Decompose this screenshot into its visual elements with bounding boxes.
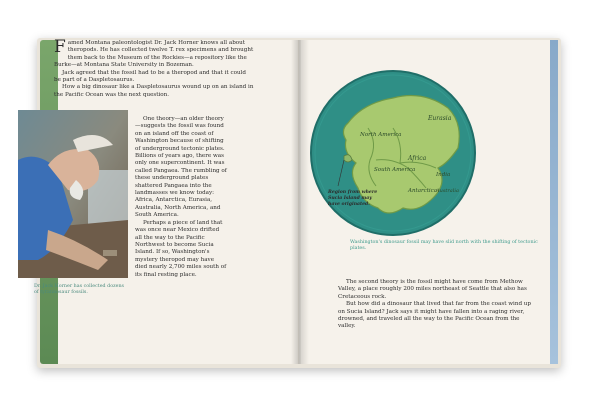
label-africa: Africa bbox=[408, 155, 427, 162]
map-caption: Washington's dinosaur fossil may have slid north with the shifting of tectonic plates. bbox=[350, 240, 538, 252]
map-note: Region from where Sucia Island may have originated. bbox=[328, 190, 378, 207]
label-antarctica: Antarctica bbox=[408, 188, 438, 194]
drop-cap: F bbox=[54, 37, 66, 57]
book-gutter bbox=[291, 40, 309, 364]
right-paragraph-1: The second theory is the fossil might have come from Methow Valley, a place roughly 200 miles northeast of Seattle that also has Cretaceous rock. bbox=[338, 279, 527, 300]
label-india: India bbox=[436, 172, 451, 178]
column-text bbox=[135, 116, 227, 279]
pangaea-globe bbox=[308, 68, 478, 238]
label-north-america: North America bbox=[360, 132, 402, 138]
pangaea-map bbox=[308, 68, 478, 242]
jack-horner-photo bbox=[18, 110, 128, 278]
label-south-america: South America bbox=[374, 167, 416, 173]
photo-illustration bbox=[18, 110, 128, 278]
paragraph-3: How a big dinosaur like a Daspletosaurus wound up on an island in the Pacific Ocean was the next question. bbox=[54, 84, 254, 98]
intro-paragraph: amed Montana paleontologist Dr. Jack Horner knows all about theropods. He has collected twelve T. rex specimens and brought them back to the Museum of the Rockies—a repository like the Burke—at Montana State University in Bozeman. bbox=[54, 40, 254, 69]
intro-text bbox=[54, 37, 254, 99]
label-eurasia: Eurasia bbox=[428, 115, 452, 122]
right-paragraph-2: But how did a dinosaur that lived that far from the coast wind up on Sucia Island? Jack says it might have fallen into a raging river, drowned, and traveled all the way to the Pacific Ocean from the valley. bbox=[338, 301, 531, 330]
column-paragraph-2: Perhaps a piece of land that was once near Mexico drifted all the way to the Pacific Northwest to become Sucia Island. If so, Washington's mystery theropod may have died nearly 2,700 miles south of its final resting place. bbox=[135, 219, 227, 278]
label-australia: Australia bbox=[436, 188, 459, 194]
right-page-text bbox=[338, 279, 538, 331]
column-paragraph-1: One theory—an older theory—suggests the fossil was found on an island off the coast of Washington because of shifting of underground tectonic plates. Billions of years ago, there was only one supercontinent. It was called Pangaea. The rumbling of these underground plates shattered Pangaea into the landmasses we know today: Africa, Antarctica, Eurasia, Australia, North America, and South America. bbox=[135, 116, 227, 219]
right-page-edge bbox=[550, 40, 558, 364]
paragraph-2: Jack agreed that the fossil had to be a theropod and that it could be part of a Daspletosaurus. bbox=[54, 69, 246, 84]
photo-caption: Dr. Jack Horner has collected dozens of tyrannosaur fossils. bbox=[34, 284, 125, 296]
